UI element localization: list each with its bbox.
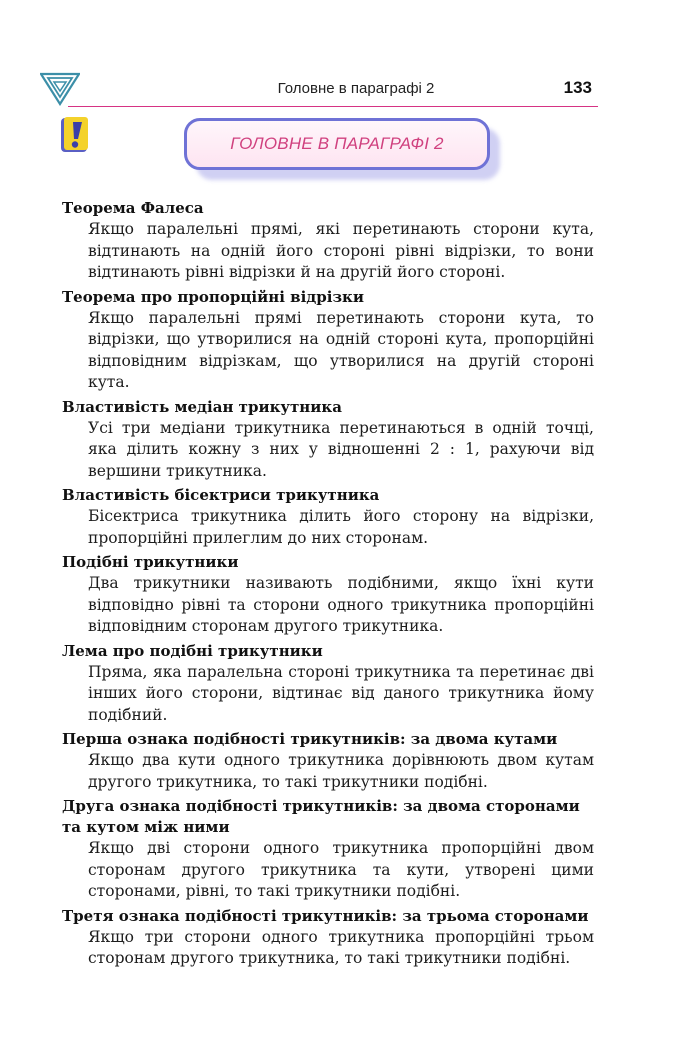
- section-medians: [62, 397, 594, 483]
- section-heading: Теорема Фалеса: [62, 199, 204, 217]
- exclamation-icon: [60, 116, 90, 154]
- section-text: Якщо паралельні прямі, які перетинають сторони кута, відтинають на одній його стороні рівні відрізки, то вони відтинають рівні відрізки й на другій його стороні.: [88, 220, 594, 281]
- section-text: Якщо два кути одного трикутника дорівнюють двом кутам другого трикутника, то такі трикутники подібні.: [88, 751, 594, 791]
- section-proportional-segments: [62, 287, 594, 394]
- section-second-criterion: [62, 796, 594, 903]
- section-text: Два трикутники називають подібними, якщо їхні кути відповідно рівні та сторони одного трикутника пропорційні відповідним сторонам другого трикутника.: [88, 574, 594, 635]
- section-text: Якщо паралельні прямі перетинають сторони кута, то відрізки, що утворилися на одній стороні кута, пропорційні відповідним відрізкам, що утворилися на другій стороні кута.: [88, 308, 594, 391]
- section-heading: Третя ознака подібності трикутників: за трьома сторонами: [62, 906, 589, 925]
- section-similar-triangles: [62, 552, 594, 638]
- section-text: Якщо три сторони одного трикутника пропорційні трьом сторонам другого трикутника, то такі трикутники подібні.: [88, 927, 594, 967]
- running-title: Головне в параграфі 2: [277, 80, 435, 97]
- section-banner: [184, 118, 490, 170]
- page-number: 133: [563, 78, 592, 97]
- section-text: Пряма, яка паралельна стороні трикутника та перетинає дві інших його сторони, відтинає від даного трикутника йому подібний.: [88, 662, 594, 724]
- section-heading: Перша ознака подібності трикутників: за двома кутами: [62, 730, 558, 748]
- section-text: Бісектриса трикутника ділить його сторону на відрізки, пропорційні прилеглим до них сторонам.: [88, 507, 594, 547]
- section-heading: Подібні трикутники: [62, 553, 239, 571]
- section-bisector: [62, 485, 594, 549]
- section-text: Усі три медіани трикутника перетинаються в одній точці, яка ділить кожну з них у відношенні 2 : 1, рахуючи від вершини трикутника.: [88, 418, 594, 480]
- section-heading: Друга ознака подібності трикутників: за двома сторонами та кутом між ними: [62, 797, 580, 836]
- section-heading: Лема про подібні трикутники: [62, 641, 323, 660]
- triangle-logo-icon: [40, 72, 80, 106]
- banner-title: ГОЛОВНЕ В ПАРАГРАФІ 2: [230, 134, 444, 153]
- section-heading: Теорема про пропорційні відрізки: [62, 287, 364, 306]
- section-lemma: [62, 641, 594, 727]
- section-first-criterion: [62, 729, 594, 793]
- section-heading: Властивість бісектриси трикутника: [62, 486, 380, 504]
- summary-content: [62, 198, 594, 973]
- section-thales: [62, 198, 594, 284]
- section-third-criterion: [62, 906, 594, 970]
- section-heading: Властивість медіан трикутника: [62, 397, 342, 416]
- header-rule: [68, 106, 598, 107]
- section-text: Якщо дві сторони одного трикутника пропорційні двом сторонам другого трикутника та кути, утворені цими сторонами, рівні, то такі трикутники подібні.: [88, 839, 594, 900]
